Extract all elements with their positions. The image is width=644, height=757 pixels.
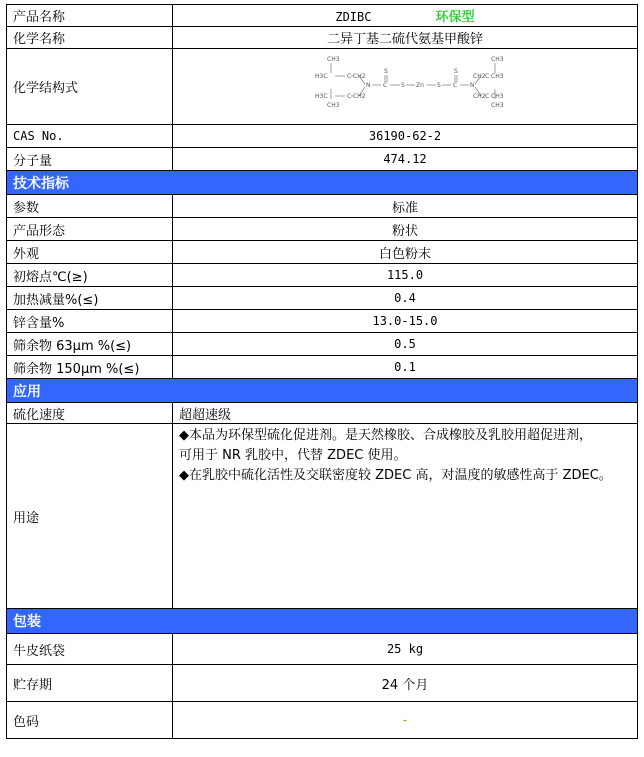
structure-label: 化学结构式 [7, 49, 173, 125]
atom-h3c-a: H3C [315, 72, 328, 80]
atom-ch-a: C [347, 72, 352, 80]
row-mw [7, 148, 638, 171]
atom-ch3-d2: CH3 [491, 92, 504, 100]
row-product-name [7, 5, 638, 27]
spec-row [7, 264, 638, 287]
cure-speed-label: 硫化速度 [7, 403, 173, 424]
product-name-value [173, 5, 638, 27]
spec-value: 0.1 [173, 356, 638, 379]
pack-section-title: 包装 [7, 609, 638, 634]
section-app [7, 379, 638, 403]
mw-label: 分子量 [7, 148, 173, 171]
row-tech-header [7, 195, 638, 218]
atom-zn: Zn [416, 81, 424, 89]
spec-value: 0.4 [173, 287, 638, 310]
spec-value: 0.5 [173, 333, 638, 356]
spec-row [7, 218, 638, 241]
atom-n-right: N [470, 81, 475, 89]
row-color-code [7, 702, 638, 739]
row-packaging [7, 634, 638, 665]
spec-label: 筛余物 150μm %(≤) [7, 356, 173, 379]
spec-label: 锌含量% [7, 310, 173, 333]
tech-header-label: 参数 [7, 195, 173, 218]
row-shelf-life [7, 665, 638, 702]
row-chem-name [7, 27, 638, 49]
shelf-life-value: 24 个月 [173, 665, 638, 702]
tech-section-title: 技术指标 [7, 171, 638, 195]
atom-s-left-top: S [384, 67, 388, 75]
spec-label: 加热减量%(≤) [7, 287, 173, 310]
eco-tag: 环保型 [435, 10, 475, 25]
atom-ch3-a: CH3 [327, 55, 340, 63]
spec-value: 白色粉末 [173, 241, 638, 264]
spec-value: 115.0 [173, 264, 638, 287]
cas-label: CAS No. [7, 125, 173, 148]
product-spec-table [6, 4, 638, 739]
atom-ch3-b: CH3 [327, 101, 340, 109]
packaging-label: 牛皮纸袋 [7, 634, 173, 665]
spec-row [7, 241, 638, 264]
atom-ch2-b: CH2 [353, 92, 366, 100]
usage-line-1: ◆本品为环保型硫化促进剂。是天然橡胶、合成橡胶及乳胶用超促进剂， [179, 428, 592, 443]
spec-row [7, 333, 638, 356]
spec-label: 筛余物 63μm %(≤) [7, 333, 173, 356]
color-code-value: - [173, 702, 638, 739]
section-tech [7, 171, 638, 195]
cas-value: 36190-62-2 [173, 125, 638, 148]
usage-label: 用途 [7, 424, 173, 609]
section-pack [7, 609, 638, 634]
row-structure [7, 49, 638, 125]
atom-ch2-d: CH2 [473, 92, 486, 100]
row-cas [7, 125, 638, 148]
atom-ch2-a: CH2 [353, 72, 366, 80]
structure-cell [173, 49, 638, 125]
spec-label: 初熔点℃(≥) [7, 264, 173, 287]
atom-s-left: S [401, 81, 405, 89]
cure-speed-value: 超超速级 [173, 403, 638, 424]
spec-value: 13.0-15.0 [173, 310, 638, 333]
app-section-title: 应用 [7, 379, 638, 403]
atom-s-right-top: S [454, 67, 458, 75]
spec-label: 外观 [7, 241, 173, 264]
structure-diagram [305, 52, 505, 118]
shelf-life-label: 贮存期 [7, 665, 173, 702]
usage-text [173, 424, 638, 609]
atom-ch3-c2: CH3 [491, 72, 504, 80]
color-code-label: 色码 [7, 702, 173, 739]
chem-name-label: 化学名称 [7, 27, 173, 49]
atom-ch-b: C [347, 92, 352, 100]
usage-line-2: 可用于 NR 乳胶中，代替 ZDEC 使用。 [179, 448, 407, 463]
row-cure-speed [7, 403, 638, 424]
spec-row [7, 287, 638, 310]
atom-ch3-d: CH3 [491, 101, 504, 109]
row-usage [7, 424, 638, 609]
mw-value: 474.12 [173, 148, 638, 171]
atom-h3c-b: H3C [315, 92, 328, 100]
spec-row [7, 310, 638, 333]
atom-c-left: C [383, 81, 388, 89]
atom-s-right: S [437, 81, 441, 89]
spec-row [7, 356, 638, 379]
spec-label: 产品形态 [7, 218, 173, 241]
product-name-label: 产品名称 [7, 5, 173, 27]
usage-line-3: ◆在乳胶中硫化活性及交联密度较 ZDEC 高，对温度的敏感性高于 ZDEC。 [179, 468, 612, 483]
product-code: ZDIBC [335, 10, 372, 24]
spec-value: 粉状 [173, 218, 638, 241]
atom-n-left: N [366, 81, 371, 89]
atom-ch-c: C [485, 72, 490, 80]
atom-c-right: C [453, 81, 458, 89]
atom-ch2-c: CH2 [473, 72, 486, 80]
tech-header-value: 标准 [173, 195, 638, 218]
chem-name-value: 二异丁基二硫代氨基甲酸锌 [173, 27, 638, 49]
atom-ch-d: C [485, 92, 490, 100]
packaging-value: 25 kg [173, 634, 638, 665]
atom-ch3-c: CH3 [491, 55, 504, 63]
